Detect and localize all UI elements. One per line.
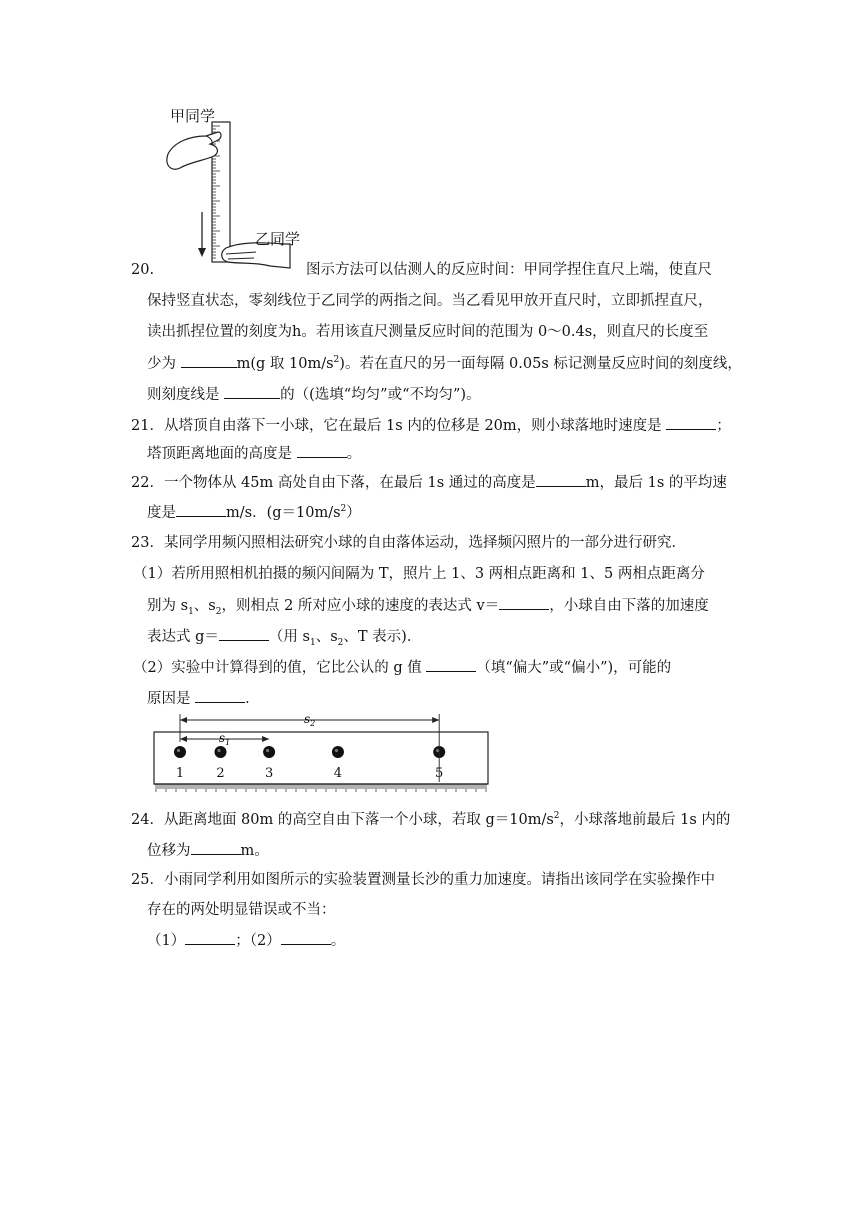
strobe-point-highlight <box>266 749 269 752</box>
strobe-point-2 <box>215 746 227 758</box>
strobe-ruler-diagram <box>150 708 495 800</box>
strobe-point-label-1: 1 <box>175 766 185 781</box>
answer-blank-velocity-expression[interactable] <box>499 595 549 610</box>
question-21-line-2: 塔顶距离地面的高度是 。 <box>147 443 361 464</box>
strobe-point-4 <box>332 746 344 758</box>
answer-blank-error-2[interactable] <box>281 930 331 945</box>
question-25-line-2: 存在的两处明显错误或不当： <box>147 902 336 918</box>
question-22-line-2: 度是 m/s．$(g=10m/s^2)$ <box>147 502 361 523</box>
strobe-point-highlight <box>217 749 220 752</box>
ruler-reaction-figure <box>160 102 310 272</box>
answer-blank-landing-speed[interactable] <box>666 415 716 430</box>
question-23-part1-line-1: （1）若所用照相机拍摄的频闪间隔为 T，照片上 1、3 两相点距离和 1、5 两相点距离分 <box>133 566 705 582</box>
answer-blank-ruler-length[interactable] <box>181 353 237 368</box>
strobe-point-3 <box>263 746 275 758</box>
answer-blank-larger-or-smaller[interactable] <box>426 657 476 672</box>
answer-blank-acceleration-expression[interactable] <box>219 626 269 641</box>
s1-label: $s_1$ <box>218 731 231 747</box>
strobe-point-highlight <box>335 749 338 752</box>
strobe-point-1 <box>174 746 186 758</box>
question-23-part1-line-2: 别为 $s_1$、$s_2$，则相点 2 所对应小球的速度的表达式 v＝ ，小球自由下落的加速度 <box>147 595 709 616</box>
question-20-number: 20. <box>131 262 155 278</box>
answer-blank-tower-height[interactable] <box>297 443 347 458</box>
question-23-part2-line-2: 原因是 ． <box>147 688 260 709</box>
question-20-line-2: 保持竖直状态，零刻线位于乙同学的两指之间。当乙看见甲放开直尺时，立即抓捏直尺， <box>147 293 713 309</box>
answer-blank-error-1[interactable] <box>185 930 235 945</box>
question-22-line-1: 22．一个物体从 45m 高处自由下落，在最后 1s 通过的高度是 m，最后 1s 的平均速 <box>131 472 727 493</box>
question-23-part2-line-1: （2）实验中计算得到的值，它比公认的 g 值 （填“偏大”或“偏小”)，可能的 <box>133 657 671 678</box>
strobe-point-label-4: 4 <box>333 766 343 781</box>
question-20-line-4: 少为 m(g 取 $10m/s^2$)。若在直尺的另一面每隔 0.05s 标记测量反应时间的刻度线， <box>147 353 742 374</box>
answer-blank-average-speed[interactable] <box>176 502 226 517</box>
question-25-line-3: （1） ；（2） 。 <box>147 930 345 951</box>
question-23-part1-line-3: 表达式 g＝ （用 $s_1$、$s_2$、T 表示)． <box>147 626 421 647</box>
question-24-line-2: 位移为 m。 <box>147 840 269 861</box>
student-b-label: 乙同学 <box>255 230 301 248</box>
question-24-line-1: 24．从距离地面 80m 的高空自由下落一个小球，若取 $g=10m/s^2$，小球落地前最后 1s 内的 <box>131 811 731 828</box>
question-20-line-5: 则刻度线是 的（(选填“均匀”或“不均匀”)。 <box>147 384 481 405</box>
strobe-point-label-3: 3 <box>264 766 274 781</box>
strobe-point-label-2: 2 <box>216 766 225 781</box>
question-21-line-1: 21．从塔顶自由落下一小球，它在最后 1s 内的位移是 20m，则小球落地时速度是 ； <box>131 415 731 436</box>
answer-blank-reason[interactable] <box>195 688 245 703</box>
strobe-point-label-5: 5 <box>435 766 444 781</box>
question-20-line-3: 读出抓捏位置的刻度为h。若用该直尺测量反应时间的范围为 0～0.4s，则直尺的长度至 <box>147 324 709 340</box>
strobe-point-highlight <box>177 749 180 752</box>
question-23-intro: 23．某同学用频闪照相法研究小球的自由落体运动，选择频闪照片的一部分进行研究． <box>131 535 686 551</box>
student-a-label: 甲同学 <box>170 107 216 125</box>
question-20-line-1: 图示方法可以估测人的反应时间：甲同学捏住直尺上端，使直尺 <box>306 262 712 278</box>
answer-blank-last-second-displacement[interactable] <box>191 840 241 855</box>
s2-label: $s_2$ <box>303 712 316 728</box>
strobe-photo-figure <box>150 708 495 800</box>
answer-blank-last-second-height[interactable] <box>536 472 586 487</box>
answer-blank-scale-uniformity[interactable] <box>224 384 280 399</box>
question-25-line-1: 25．小雨同学利用如图所示的实验装置测量长沙的重力加速度。请指出该同学在实验操作中 <box>131 872 715 888</box>
